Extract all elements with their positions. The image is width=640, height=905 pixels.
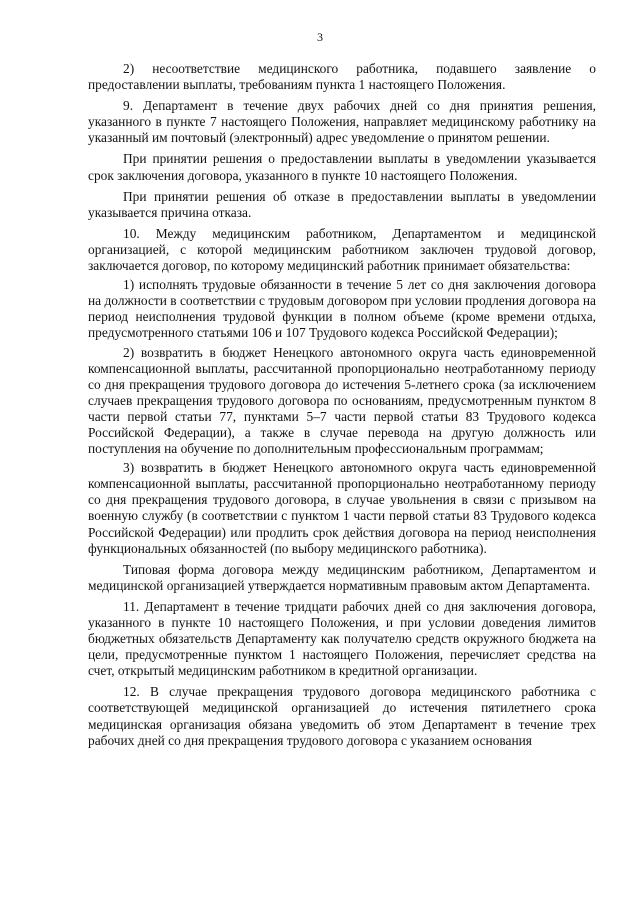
paragraph-standard-form: Типовая форма договора между медицинским работником, Департаментом и медицинской организацией утверждается нормативным правовым актом Департамента.	[88, 561, 596, 593]
paragraph-clause-12: 12. В случае прекращения трудового договора медицинского работника с соответствующей медицинской организацией до истечения пятилетнего срока медицинская организация обязана уведомить об этом Департамент в течение трех рабочих дней со дня прекращения трудового договора с указанием основания	[88, 684, 596, 748]
paragraph-refusal-notice: При принятии решения об отказе в предоставлении выплаты в уведомлении указывается причина отказа.	[88, 188, 596, 220]
paragraph-obligation-1: 1) исполнять трудовые обязанности в течение 5 лет со дня заключения договора на должности в соответствии с трудовым договором при условии продления договора на период неисполнения трудовой функции в полном объеме (кроме времени отдыха, предусмотренного статьями 106 и 107 Трудового кодекса Российской Федерации);	[88, 277, 596, 341]
paragraph-grant-notice: При принятии решения о предоставлении выплаты в уведомлении указывается срок заключения договора, указанного в пункте 10 настоящего Положения.	[88, 151, 596, 183]
paragraph-clause-11: 11. Департамент в течение тридцати рабочих дней со дня заключения договора, указанного в пункте 10 настоящего Положения, и при условии доведения лимитов бюджетных обязательств Департаменту как получателю средств окружного бюджета на цели, предусмотренные пунктом 1 настоящего Положения, перечисляет средства на счет, открытый медицинским работником в кредитной организации.	[88, 598, 596, 679]
paragraph-clause-9: 9. Департамент в течение двух рабочих дней со дня принятия решения, указанного в пункте 7 настоящего Положения, направляет медицинскому работнику на указанный им почтовый (электронный) адрес уведомление о принятом решении.	[88, 98, 596, 146]
page-number: 3	[317, 30, 323, 44]
paragraph-obligation-2: 2) возвратить в бюджет Ненецкого автономного округа часть единовременной компенсационной выплаты, рассчитанной пропорционально неотработанному периоду со дня прекращения трудового договора до истечения 5-летнего срока (за исключением случаев прекращения трудового договора по основаниям, предусмотренным пунктом 8 части первой статьи 77, пунктами 5–7 части первой статьи 83 Трудового кодекса Российской Федерации), а также в случае перевода на другую должность или поступления на обучение по дополнительным профессиональным программам;	[88, 344, 596, 457]
paragraph-item-2-mismatch: 2) несоответствие медицинского работника, подавшего заявление о предоставлении выплаты, требованиям пункта 1 настоящего Положения.	[88, 61, 596, 93]
paragraph-clause-10: 10. Между медицинским работником, Департаментом и медицинской организацией, с которой медицинским работником заключен трудовой договор, заключается договор, по которому медицинский работник принимает обязательства:	[88, 225, 596, 274]
paragraph-obligation-3: 3) возвратить в бюджет Ненецкого автономного округа часть единовременной компенсационной выплаты, рассчитанной пропорционально неотработанному периоду со дня прекращения трудового договора, в случае увольнения в связи с призывом на военную службу (в соответствии с пунктом 1 части первой статьи 83 Трудового кодекса Российской Федерации) или продлить срок действия договора на период неисполнения функциональных обязанностей (по выбору медицинского работника).	[88, 460, 596, 556]
document-body	[88, 61, 596, 754]
